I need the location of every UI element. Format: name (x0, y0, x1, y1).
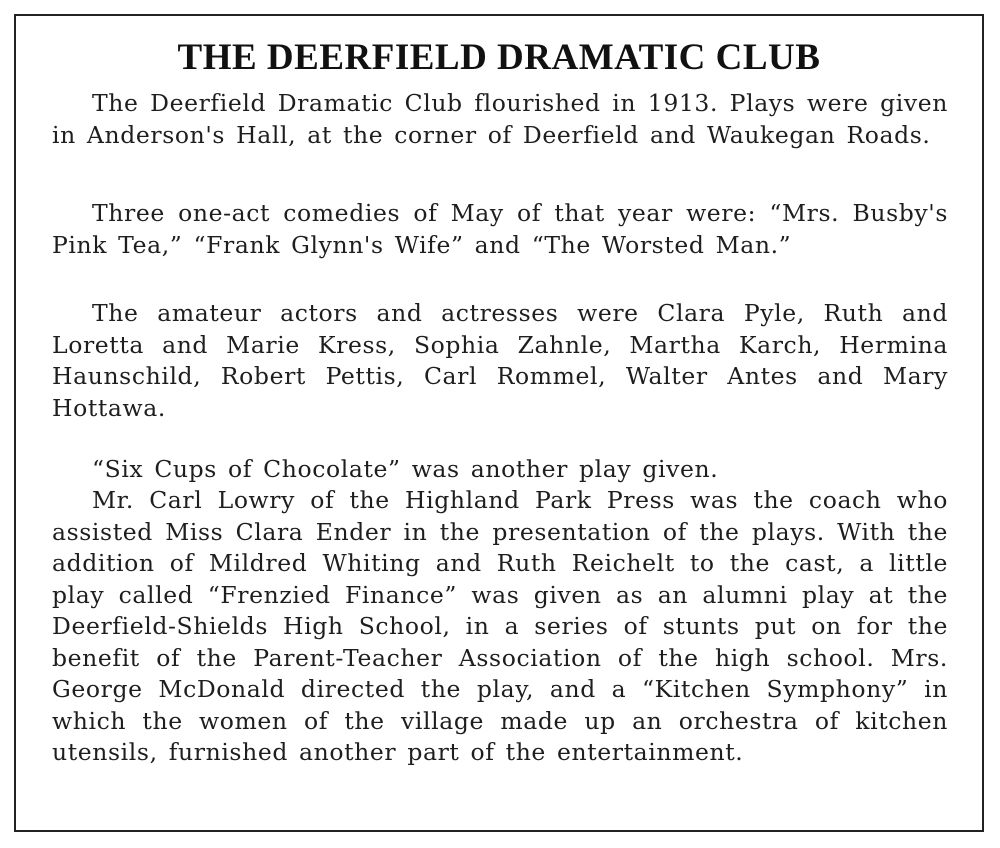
paragraph-comedies: Three one-act comedies of May of that year were: “Mrs. Busby's Pink Tea,” “Frank Glynn's Wife” and “The Worsted Man.” (52, 199, 948, 259)
paragraph-six-cups: “Six Cups of Chocolate” was another play given. (92, 455, 719, 483)
paragraph-cast: The amateur actors and actresses were Clara Pyle, Ruth and Loretta and Marie Kress, Sophia Zahnle, Martha Karch, Hermina Haunschild, Robert Pettis, Carl Rommel, Walter Antes and Mary Hottawa. (52, 299, 948, 422)
paragraph-club-history: The Deerfield Dramatic Club flourished in 1913. Plays were given in Anderson's Hall, at the corner of Deerfield and Waukegan Roads. (52, 89, 948, 149)
article-frame (14, 14, 984, 832)
paragraph-coach-and-alumni-play: Mr. Carl Lowry of the Highland Park Press was the coach who assisted Miss Clara Ender in the presentation of the plays. With the addition of Mildred Whiting and Ruth Reichelt to the cast, a little play called “Frenzied Finance” was given as an alumni play at the Deerfield-Shields High School, in a series of stunts put on for the benefit of the Parent-Teacher Association of the high school. Mrs. George McDonald directed the play, and a “Kitchen Symphony” in which the women of the village made up an orchestra of kitchen utensils, furnished another part of the entertainment. (52, 486, 948, 766)
article-title: THE DEERFIELD DRAMATIC CLUB (177, 37, 821, 78)
